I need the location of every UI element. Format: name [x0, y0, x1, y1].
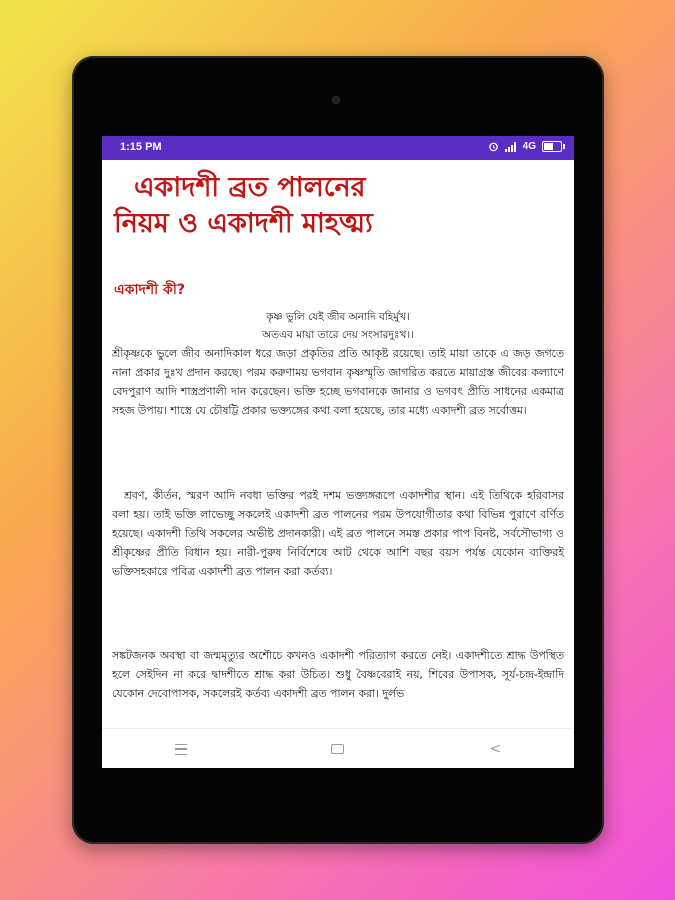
status-bar — [102, 136, 574, 160]
back-icon: < — [489, 741, 502, 757]
verse-line-2: অতএব মায়া তারে দেয় সংসারদুঃখ।। — [262, 329, 414, 341]
navigation-bar — [102, 728, 574, 768]
status-time: 1:15 PM — [120, 141, 162, 153]
alarm-icon — [488, 141, 499, 152]
back-button[interactable] — [475, 734, 515, 764]
device-screen — [102, 136, 574, 768]
recent-apps-button[interactable] — [161, 734, 201, 764]
paragraph-3: সঙ্কটজনক অবস্থা বা জন্মমৃত্যুর অশৌচে কখনও একাদশী পরিত্যাগ করতে নেই। একাদশীতে শ্রাদ্ধ উপস্থিত হলে সেইদিন না করে দ্বাদশীতে শ্রাদ্ধ করা উচিত। শুধু বৈষ্ণবেরাই নয়, শিবের উপাসক, সূর্য-চন্দ্র-ইন্দ্রাদি যেকোন দেবোপাসক, সকলেরই কর্তব্য একাদশী ব্রত পালন করা। দুর্লভ — [112, 649, 564, 700]
section-heading: একাদশী কী? — [114, 282, 185, 298]
camera-icon — [333, 97, 339, 103]
verse-line-1: কৃষ্ণ ভুলি যেই জীব অনাদি বহির্মুখ। — [266, 311, 410, 323]
article-title — [114, 170, 562, 242]
article-content[interactable] — [102, 160, 574, 728]
home-icon — [331, 744, 344, 754]
title-line-2: নিয়ম ও একাদশী মাহত্ম্য — [114, 208, 373, 239]
verse-quote — [102, 308, 574, 344]
status-icons — [488, 141, 562, 152]
signal-icon — [505, 142, 517, 152]
battery-icon — [542, 141, 562, 152]
home-button[interactable] — [318, 734, 358, 764]
paragraph-1: শ্রীকৃষ্ণকে ভুলে জীব অনাদিকাল ধরে জড়া প্রকৃতির প্রতি আকৃষ্ট রয়েছে। তাই মায়া তাকে এ জড় জগতে নানা প্রকার দুঃখ প্রদান করছে। পরম করুণাময় ভগবান কৃষ্ণস্মৃতি জাগরিত করতে মায়াগ্রস্ত জীবের কল্যাণে বেদপুরাণ আদি শাস্ত্রপ্রণালী দান করেছেন। ভক্তি হচ্ছে ভগবানকে জানার ও ভগবৎ প্রীতি সাধনের একমাত্র সহজ উপায়। শাস্ত্রে যে চৌষট্টি প্রকার ভক্ত্যঙ্গের কথা বলা হয়েছে, তার মধ্যে একাদশী ব্রত সর্বোত্তম। — [112, 347, 564, 417]
network-type: 4G — [522, 141, 536, 152]
paragraph-2: শ্রবণ, কীর্তন, স্মরণ আদি নবধা ভক্তির পরই দশম ভক্ত্যঙ্গরূপে একাদশীর স্থান। এই তিথিকে হরিবাসর বলা হয়। তাই ভক্তি লাভেচ্ছু সকলেই একাদশী ব্রত পালনের পরম উপযোগীতার কথা বিভিন্ন পুরাণে বর্ণিত হয়েছে। একাদশী তিথি সকলের অভীষ্ট প্রদানকারী। এই ব্রত পালনে সমস্ত প্রকার পাপ বিনষ্ট, সর্বসৌভাগ্য ও শ্রীকৃষ্ণের প্রীতি বিধান হয়। নারী-পুরুষ নির্বিশেষে আট থেকে আশি বছর বয়স পর্যন্ত যেকোন ব্যক্তিরই ভক্তিসহকারে পবিত্র একাদশী ব্রত পালন করা কর্তব্য। — [112, 489, 564, 578]
title-line-1: একাদশী ব্রত পালনের — [134, 172, 366, 203]
menu-icon — [175, 744, 187, 755]
